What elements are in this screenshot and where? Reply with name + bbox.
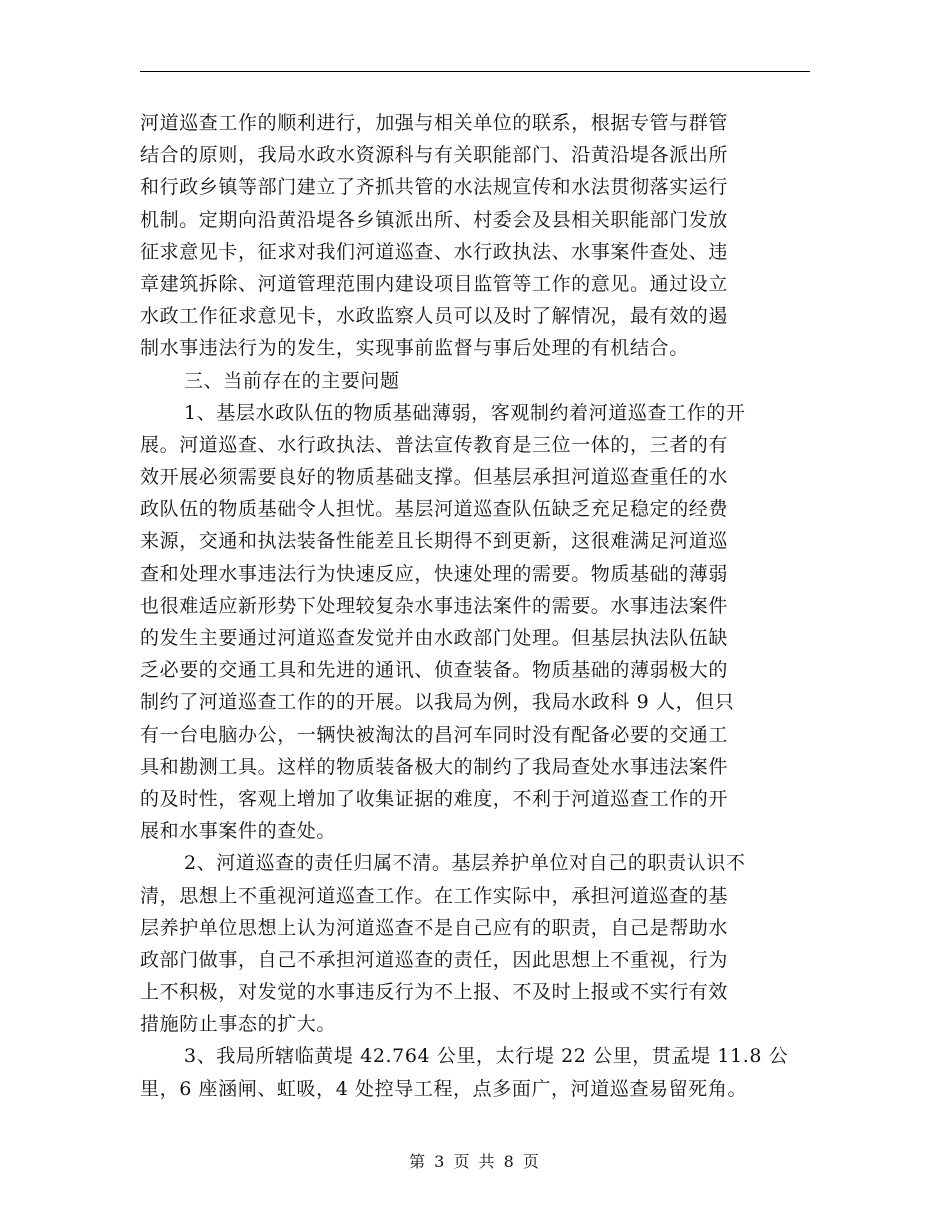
text-line: 制水事违法行为的发生，实现事前监督与事后处理的有机结合。 [140,337,689,360]
text-line: 展和水事案件的查处。 [140,820,337,843]
text-line: 查和处理水事违法行为快速反应，快速处理的需要。物质基础的薄弱 [140,562,729,585]
text-line: 里，6 座涵闸、虹吸，4 处控导工程，点多面广，河道巡查易留死角。 [140,1077,748,1100]
text-line: 清，思想上不重视河道巡查工作。在工作实际中，承担河道巡查的基 [140,884,729,907]
text-line: 上不积极，对发觉的水事违反行为不上报、不及时上报或不实行有效 [140,981,729,1004]
text-line: 河道巡查工作的顺利进行，加强与相关单位的联系，根据专管与群管 [140,112,729,134]
document-body [140,107,816,1105]
text-line: 乏必要的交通工具和先进的通讯、侦查装备。物质基础的薄弱极大的 [140,659,729,682]
page-footer: 第 3 页 共 8 页 [409,1152,541,1171]
text-line: 章建筑拆除、河道管理范围内建设项目监管等工作的意见。通过设立 [140,272,729,295]
text-line: 也很难适应新形势下处理较复杂水事违法案件的需要。水事违法案件 [140,594,729,617]
text-line: 征求意见卡，征求对我们河道巡查、水行政执法、水事案件查处、违 [140,240,729,263]
text-line: 机制。定期向沿黄沿堤各乡镇派出所、村委会及县相关职能部门发放 [140,208,729,231]
text-line: 具和勘测工具。这样的物质装备极大的制约了我局查处水事违法案件 [140,755,729,778]
paragraph-start-line: 2、河道巡查的责任归属不清。基层养护单位对自己的职责认识不 [184,852,746,875]
text-line: 展。河道巡查、水行政执法、普法宣传教育是三位一体的，三者的有 [140,433,729,456]
paragraph-start-line: 3、我局所辖临黄堤 42.764 公里，太行堤 22 公里，贯孟堤 11.8 公 [184,1045,789,1068]
text-line: 政队伍的物质基础令人担忧。基层河道巡查队伍缺乏充足稳定的经费 [140,498,729,521]
section-heading: 三、当前存在的主要问题 [184,369,400,392]
text-line: 有一台电脑办公，一辆快被淘汰的昌河车同时没有配备必要的交通工 [140,723,729,746]
text-line: 措施防止事态的扩大。 [140,1013,337,1036]
text-line: 结合的原则，我局水政水资源科与有关职能部门、沿黄沿堤各派出所 [140,144,729,167]
text-line: 层养护单位思想上认为河道巡查不是自己应有的职责，自己是帮助水 [140,916,729,939]
text-line: 的发生主要通过河道巡查发觉并由水政部门处理。但基层执法队伍缺 [140,627,729,649]
paragraph-start-line: 1、基层水政队伍的物质基础薄弱，客观制约着河道巡查工作的开 [184,401,746,424]
text-line: 政部门做事，自己不承担河道巡查的责任，因此思想上不重视，行为 [140,948,729,971]
text-line: 水政工作征求意见卡，水政监察人员可以及时了解情况，最有效的遏 [140,305,729,328]
text-line: 效开展必须需要良好的物质基础支撑。但基层承担河道巡查重任的水 [140,466,729,489]
header-rule [140,71,810,72]
text-line: 的及时性，客观上增加了收集证据的难度，不利于河道巡查工作的开 [140,787,729,810]
text-line: 来源，交通和执法装备性能差且长期得不到更新，这很难满足河道巡 [140,530,729,553]
text-line: 和行政乡镇等部门建立了齐抓共管的水法规宣传和水法贯彻落实运行 [140,176,729,199]
text-line: 制约了河道巡查工作的的开展。以我局为例，我局水政科 9 人，但只 [140,691,735,714]
